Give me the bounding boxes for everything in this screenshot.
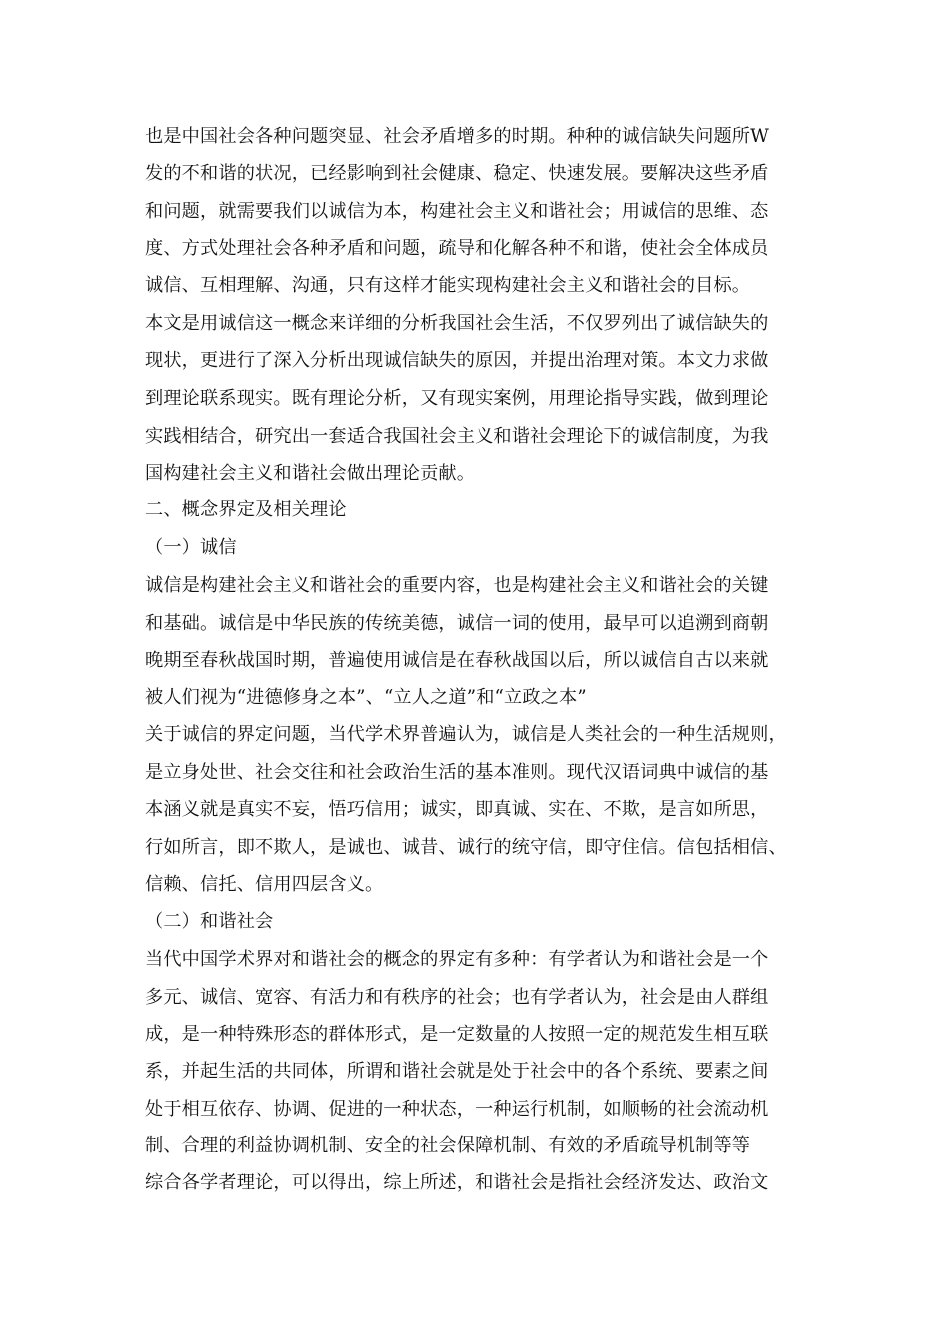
paragraph-line: 实践相结合，研究出一套适合我国社会主义和谐社会理论下的诚信制度，为我 [145,426,769,447]
paragraph-line: 制、合理的利益协调机制、安全的社会保障机制、有效的矛盾疏导机制等等 [145,1135,751,1156]
paragraph-line: 是立身处世、社会交往和社会政治生活的基本准则。现代汉语词典中诚信的基 [145,762,769,783]
paragraph-line: 现状，更进行了深入分析出现诚信缺失的原因，并提出治理对策。本文力求做 [145,350,769,371]
paragraph-line: 综合各学者理论，可以得出，综上所述，和谐社会是指社会经济发达、政治文 [145,1172,769,1193]
paragraph-line: 和问题，就需要我们以诚信为本，构建社会主义和谐社会；用诚信的思维、态 [145,201,769,222]
paragraph-line: 多元、诚信、宽容、有活力和有秩序的社会；也有学者认为，社会是由人群组 [145,987,769,1008]
paragraph-line: 诚信、互相理解、沟通，只有这样才能实现构建社会主义和谐社会的目标。 [145,275,751,296]
paragraph-line: 行如所言，即不欺人，是诚也、诚昔、诚行的统守信，即守住信。信包括相信、 [145,837,787,858]
paragraph-line: 度、方式处理社会各种矛盾和问题，疏导和化解各种不和谐，使社会全体成员 [145,238,769,259]
subsection-heading: （一）诚信 [145,537,237,558]
paragraph-line: 处于相互依存、协调、促进的一种状态，一种运行机制，如顺畅的社会流动机 [145,1099,769,1120]
paragraph-line: 晚期至春秋战国时期，普遍使用诚信是在春秋战国以后，所以诚信自古以来就 [145,650,769,671]
paragraph-line: 本涵义就是真实不妄，悟巧信用；诚实，即真诚、实在、不欺，是言如所思， [145,799,769,820]
paragraph-line: 关于诚信的界定问题，当代学术界普遍认为，诚信是人类社会的一种生活规则， [145,724,787,745]
paragraph-line: 到理论联系现实。既有理论分析，又有现实案例，用理论指导实践，做到理论 [145,388,769,409]
subsection-heading: （二）和谐社会 [145,911,274,932]
paragraph-line: 被人们视为“进德修身之本”、“立人之道”和“立政之本” [145,687,587,708]
paragraph-line: 国构建社会主义和谐社会做出理论贡献。 [145,463,476,484]
paragraph-line: 信赖、信托、信用四层含义。 [145,874,384,895]
paragraph-line: 本文是用诚信这一概念来详细的分析我国社会生活，不仅罗列出了诚信缺失的 [145,313,769,334]
paragraph-line: 诚信是构建社会主义和谐社会的重要内容，也是构建社会主义和谐社会的关键 [145,575,769,596]
paragraph-line: 发的不和谐的状况，已经影响到社会健康、稳定、快速发展。要解决这些矛盾 [145,163,769,184]
paragraph-line: 成，是一种特殊形态的群体形式，是一定数量的人按照一定的规范发生相互联 [145,1024,769,1045]
paragraph-line: 和基础。诚信是中华民族的传统美德，诚信一词的使用，最早可以追溯到商朝 [145,613,769,634]
paragraph-line: 当代中国学术界对和谐社会的概念的界定有多种：有学者认为和谐社会是一个 [145,949,769,970]
paragraph-line: 也是中国社会各种问题突显、社会矛盾增多的时期。种种的诚信缺失问题所W [145,126,769,147]
paragraph-line: 系，并起生活的共同体，所谓和谐社会就是处于社会中的各个系统、要素之间 [145,1061,769,1082]
section-heading: 二、概念界定及相关理论 [145,499,347,520]
